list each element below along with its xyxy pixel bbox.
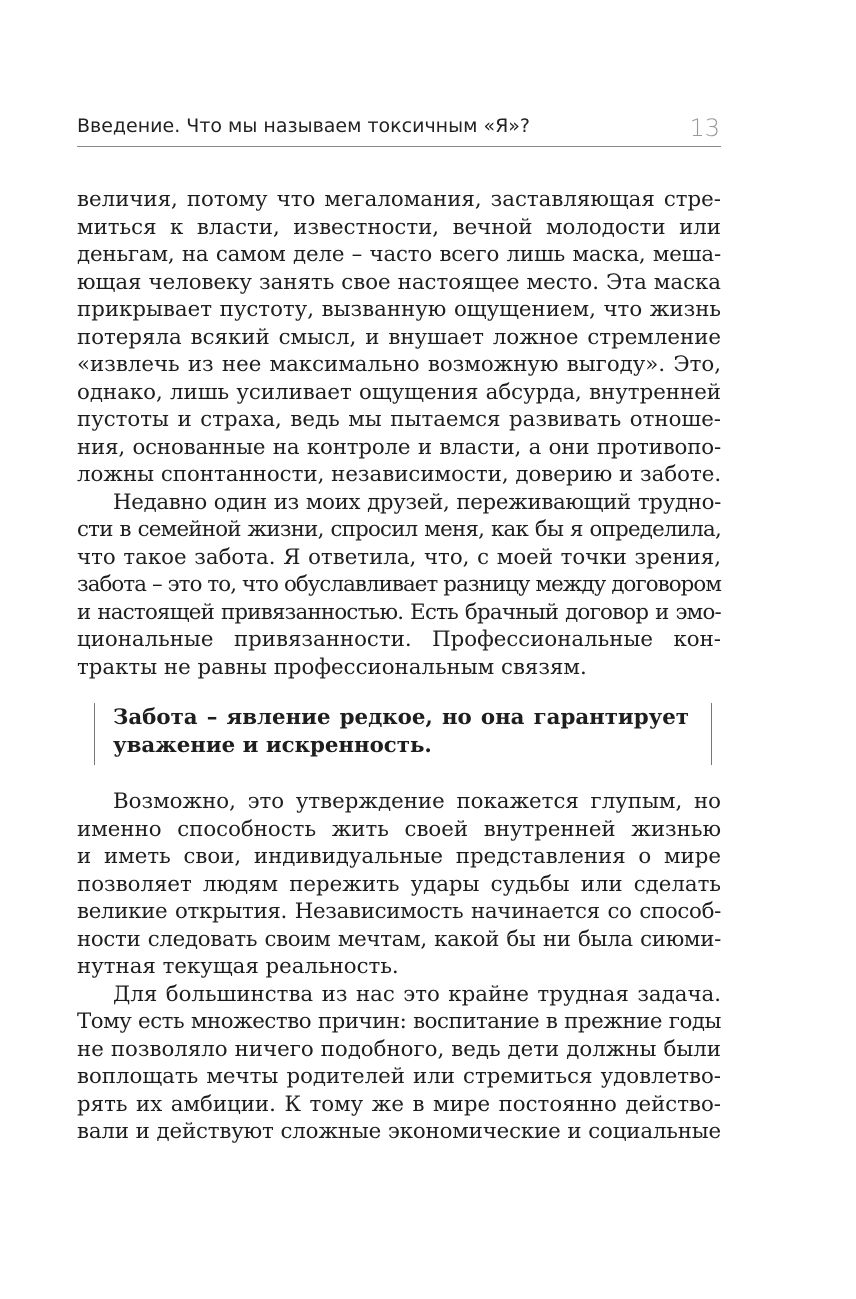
paragraph-2 [77, 489, 721, 682]
text-line: нутная текущая реальность. [77, 954, 399, 979]
text-line: Недавно один из моих друзей, переживающий трудно- [113, 489, 721, 515]
quote-line: Забота – явление редкое, но она гарантирует [113, 705, 689, 730]
quote-line: уважение и искренность. [113, 733, 432, 758]
text-line: не позволяло ничего подобного, ведь дети должны были [77, 1036, 721, 1062]
text-line: ния, основанные на контроле и власти, а они противопо- [77, 434, 721, 460]
page-number: 13 [689, 114, 720, 142]
text-line: сти в семейной жизни, спросил меня, как бы я определила, [77, 517, 721, 542]
text-line: что такое забота. Я ответила, что, с моей точки зрения, [77, 544, 721, 570]
text-line: великие открытия. Независимость начинается со способ- [77, 899, 721, 924]
text-line: деньгам, на самом деле – часто всего лишь маска, меша- [77, 242, 721, 267]
paragraph-4 [77, 981, 721, 1146]
text-line: циональные привязанности. Профессиональные кон- [77, 627, 721, 652]
text-line: пустоты и страха, ведь мы пытаемся развивать отноше- [77, 407, 721, 432]
text-line: ложны спонтанности, независимости, доверию и заботе. [77, 462, 722, 487]
text-line: однако, лишь усиливает ощущения абсурда, внутренней [77, 379, 721, 405]
text-line: Возможно, это утверждение покажется глупым, но [113, 789, 721, 814]
text-line: ющая человеку занять свое настоящее место. Эта маска [77, 269, 721, 295]
text-line: воплощать мечты родителей или стремиться удовлетво- [77, 1064, 721, 1089]
text-line: ности следовать своим мечтам, какой бы ни была сиюми- [77, 926, 721, 952]
paragraph-1 [77, 186, 721, 489]
chapter-title: Введение. Что мы называем токсичным «Я»? [77, 115, 531, 137]
text-line: величия, потому что мегаломания, заставляющая стре- [77, 187, 721, 212]
text-line: потеряла всякий смысл, и внушает ложное стремление [77, 324, 721, 350]
pull-quote-text [113, 704, 689, 760]
pull-quote [94, 703, 712, 765]
text-line: «извлечь из нее максимально возможную выгоду». Это, [77, 352, 721, 377]
text-line: прикрывает пустоту, вызванную ощущением, что жизнь [77, 297, 721, 322]
text-line: забота – это то, что обуславливает разницу между договором [77, 572, 721, 597]
running-header [77, 112, 721, 147]
text-line: тракты не равны профессиональным связям. [77, 654, 587, 680]
text-line: именно способность жить своей внутренней жизнью [77, 816, 721, 842]
text-line: рять их амбиции. К тому же в мире постоянно действо- [77, 1091, 721, 1117]
book-page [77, 0, 721, 1299]
text-block-2 [77, 788, 721, 1146]
text-block-1 [77, 186, 721, 681]
text-line: позволяет людям пережить удары судьбы или сделать [77, 871, 721, 897]
text-line: вали и действуют сложные экономические и социальные [77, 1119, 721, 1144]
paragraph-3 [77, 788, 721, 981]
text-line: миться к власти, известности, вечной молодости или [77, 214, 721, 240]
text-line: Тому есть множество причин: воспитание в прежние годы [77, 1009, 721, 1034]
text-line: и иметь свои, индивидуальные представления о мире [77, 844, 721, 869]
text-line: Для большинства из нас это крайне трудная задача. [113, 981, 721, 1007]
text-line: и настоящей привязанностью. Есть брачный договор и эмо- [77, 599, 721, 625]
